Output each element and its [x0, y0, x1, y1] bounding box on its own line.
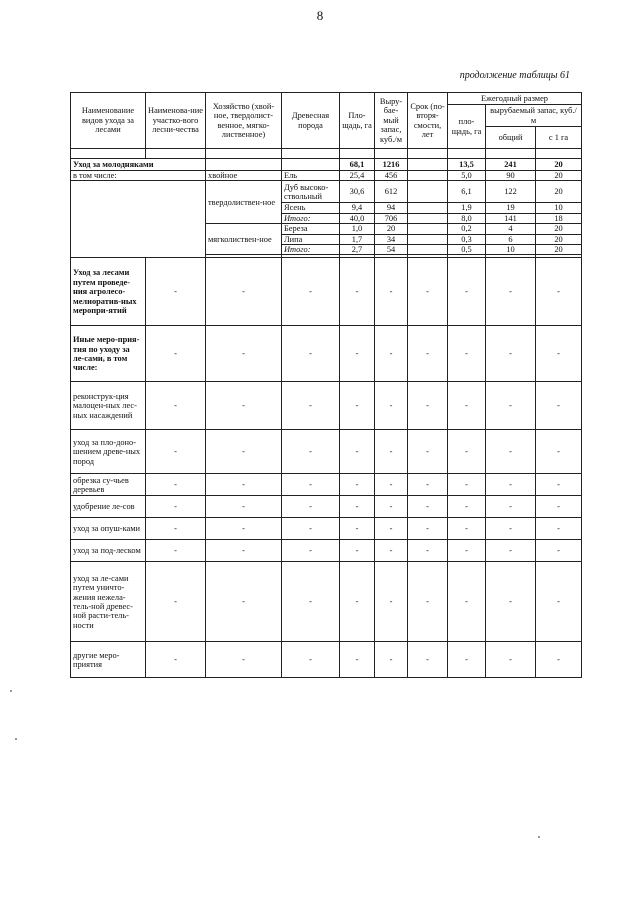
scan-speck [10, 690, 12, 692]
dash-cell: - [486, 382, 536, 430]
care-type-label: уход за пло-доно-шением древе-ных пород [71, 430, 146, 474]
cell-annual-per-ha: 20 [536, 245, 582, 255]
dash-cell: - [340, 518, 375, 540]
cell-species: Итого: [282, 213, 340, 223]
cell-annual-total: 122 [486, 181, 536, 203]
dash-cell: - [536, 474, 582, 496]
cell-area: 68,1 [340, 159, 375, 171]
dash-cell: - [146, 496, 206, 518]
dash-cell: - [408, 258, 448, 326]
care-type-label: Иные меро-прия-тия по уходу за ле-сами, в том числе: [71, 326, 146, 382]
forest-care-table [70, 92, 582, 678]
cell-annual-area: 1,9 [448, 203, 486, 213]
scan-speck [538, 836, 540, 838]
dash-cell: - [206, 518, 282, 540]
cell-area: 30,6 [340, 181, 375, 203]
dash-cell: - [486, 430, 536, 474]
care-type-row [71, 496, 582, 518]
dash-cell: - [486, 258, 536, 326]
dash-cell: - [408, 496, 448, 518]
dash-cell: - [146, 382, 206, 430]
cell-species: Ель [282, 171, 340, 181]
care-type-row [71, 430, 582, 474]
cell-species: Береза [282, 224, 340, 234]
dash-cell: - [206, 258, 282, 326]
care-type-row [71, 518, 582, 540]
dash-cell: - [282, 326, 340, 382]
care-type-row [71, 474, 582, 496]
dash-cell: - [448, 562, 486, 642]
cell-annual-per-ha: 20 [536, 181, 582, 203]
dash-cell: - [536, 496, 582, 518]
cell-annual-total: 10 [486, 245, 536, 255]
dash-cell: - [375, 430, 408, 474]
care-type-label: уход за опуш-ками [71, 518, 146, 540]
dash-cell: - [486, 474, 536, 496]
dash-cell: - [282, 642, 340, 678]
dash-cell: - [375, 382, 408, 430]
cell-annual-per-ha: 20 [536, 159, 582, 171]
dash-cell: - [536, 258, 582, 326]
cell-annual-total: 6 [486, 234, 536, 244]
cell-annual-total: 4 [486, 224, 536, 234]
young-label: Уход за молодняками [71, 159, 206, 171]
cell-volume: 34 [375, 234, 408, 244]
header-annual: Ежегодный размер [448, 93, 582, 105]
dash-cell: - [408, 540, 448, 562]
dash-cell: - [486, 642, 536, 678]
dash-cell: - [340, 430, 375, 474]
dash-cell: - [340, 382, 375, 430]
dash-cell: - [408, 326, 448, 382]
cell-annual-per-ha: 10 [536, 203, 582, 213]
dash-cell: - [146, 326, 206, 382]
dash-cell: - [340, 496, 375, 518]
dash-cell: - [375, 642, 408, 678]
cell-annual-per-ha: 20 [536, 234, 582, 244]
dash-cell: - [282, 382, 340, 430]
dash-cell: - [375, 518, 408, 540]
dash-cell: - [486, 540, 536, 562]
cell-area: 2,7 [340, 245, 375, 255]
dash-cell: - [486, 518, 536, 540]
cell-annual-area: 0,3 [448, 234, 486, 244]
dash-cell: - [448, 326, 486, 382]
dash-cell: - [408, 562, 448, 642]
cell-annual-per-ha: 20 [536, 171, 582, 181]
cell-volume: 706 [375, 213, 408, 223]
header-per-ha: с 1 га [536, 127, 582, 149]
care-type-label: реконструк-ция малоцен-ных лес-ных насаждений [71, 382, 146, 430]
dash-cell: - [282, 518, 340, 540]
dash-cell: - [146, 562, 206, 642]
care-type-row [71, 258, 582, 326]
cell-annual-area: 8,0 [448, 213, 486, 223]
dash-cell: - [536, 562, 582, 642]
cell-annual-area: 0,5 [448, 245, 486, 255]
dash-cell: - [486, 326, 536, 382]
care-type-label: Уход за лесами путем проведе-ния агролесо-мелиоратив-ных меропри-ятий [71, 258, 146, 326]
cell-annual-total: 241 [486, 159, 536, 171]
economy-conifer: хвойное [206, 171, 282, 181]
dash-cell: - [536, 642, 582, 678]
table-row [71, 181, 582, 203]
dash-cell: - [206, 562, 282, 642]
dash-cell: - [146, 642, 206, 678]
dash-cell: - [375, 258, 408, 326]
dash-cell: - [206, 474, 282, 496]
dash-cell: - [448, 496, 486, 518]
dash-cell: - [375, 326, 408, 382]
dash-cell: - [448, 474, 486, 496]
dash-cell: - [408, 518, 448, 540]
cell-annual-total: 90 [486, 171, 536, 181]
dash-cell: - [206, 430, 282, 474]
table-caption: продолжение таблицы 61 [459, 70, 570, 81]
cell-volume: 20 [375, 224, 408, 234]
dash-cell: - [206, 496, 282, 518]
dash-cell: - [486, 496, 536, 518]
header-annual-area: пло-щадь, га [448, 105, 486, 149]
dash-cell: - [146, 518, 206, 540]
dash-cell: - [448, 430, 486, 474]
dash-cell: - [536, 326, 582, 382]
header-total: общий [486, 127, 536, 149]
dash-cell: - [206, 540, 282, 562]
cell-volume: 94 [375, 203, 408, 213]
economy-softwood: мягколиствен-ное [206, 224, 282, 255]
dash-cell: - [448, 382, 486, 430]
cell-species: Ясень [282, 203, 340, 213]
dash-cell: - [486, 562, 536, 642]
dash-cell: - [206, 382, 282, 430]
cell-annual-area: 5,0 [448, 171, 486, 181]
cell-species: Липа [282, 234, 340, 244]
cell-annual-per-ha: 18 [536, 213, 582, 223]
header-annual-volume: вырубаемый запас, куб./м [486, 105, 582, 127]
dash-cell: - [282, 562, 340, 642]
cell-annual-per-ha: 20 [536, 224, 582, 234]
cell-volume: 612 [375, 181, 408, 203]
dash-cell: - [536, 540, 582, 562]
dash-cell: - [448, 540, 486, 562]
cell-volume: 456 [375, 171, 408, 181]
care-type-label: уход за ле-сами путем уничто-жения нежела-тель-ной древес-ной расти-тель-ности [71, 562, 146, 642]
cell-volume: 54 [375, 245, 408, 255]
dash-cell: - [146, 540, 206, 562]
dash-cell: - [282, 258, 340, 326]
economy-hardwood: твердолиствен-ное [206, 181, 282, 224]
spacer-row [71, 149, 582, 159]
cell-area: 25,4 [340, 171, 375, 181]
dash-cell: - [536, 382, 582, 430]
dash-cell: - [282, 496, 340, 518]
dash-cell: - [340, 642, 375, 678]
dash-cell: - [340, 540, 375, 562]
dash-cell: - [536, 430, 582, 474]
care-type-label: другие меро-приятия [71, 642, 146, 678]
page-number: 8 [316, 8, 324, 23]
cell-annual-area: 6,1 [448, 181, 486, 203]
care-type-label: уход за под-леском [71, 540, 146, 562]
dash-cell: - [340, 258, 375, 326]
cell-area: 1,0 [340, 224, 375, 234]
care-type-row [71, 642, 582, 678]
care-type-row [71, 382, 582, 430]
dash-cell: - [146, 430, 206, 474]
header-care-type: Наименование видов ухода за лесами [71, 93, 146, 149]
table-row [71, 171, 582, 181]
cell-annual-area: 13,5 [448, 159, 486, 171]
dash-cell: - [146, 258, 206, 326]
care-type-label: удобрение ле-сов [71, 496, 146, 518]
cell-area: 1,7 [340, 234, 375, 244]
dash-cell: - [375, 540, 408, 562]
header-period: Срок (по-вторя-смости, лет [408, 93, 448, 149]
dash-cell: - [408, 382, 448, 430]
dash-cell: - [448, 258, 486, 326]
dash-cell: - [408, 474, 448, 496]
young-summary-row [71, 159, 582, 171]
care-type-row [71, 562, 582, 642]
dash-cell: - [206, 326, 282, 382]
header-area: Пло-щадь, га [340, 93, 375, 149]
dash-cell: - [448, 642, 486, 678]
cell-area: 9,4 [340, 203, 375, 213]
care-type-label: обрезка су-чьев деревьев [71, 474, 146, 496]
dash-cell: - [340, 474, 375, 496]
dash-cell: - [206, 642, 282, 678]
dash-cell: - [536, 518, 582, 540]
care-type-row [71, 326, 582, 382]
cell-species: Дуб высоко-ствольный [282, 181, 340, 203]
dash-cell: - [146, 474, 206, 496]
dash-cell: - [282, 474, 340, 496]
cell-volume: 1216 [375, 159, 408, 171]
dash-cell: - [340, 326, 375, 382]
dash-cell: - [375, 562, 408, 642]
dash-cell: - [408, 430, 448, 474]
cell-area: 40,0 [340, 213, 375, 223]
cell-species: Итого: [282, 245, 340, 255]
dash-cell: - [375, 496, 408, 518]
dash-cell: - [408, 642, 448, 678]
scan-speck [15, 738, 17, 740]
including-label: в том числе: [71, 171, 206, 181]
header-species: Древесная порода [282, 93, 340, 149]
dash-cell: - [282, 430, 340, 474]
header-district: Наименова-ние участко-вого лесни-чества [146, 93, 206, 149]
header-economy: Хозяйство (хвой-ное, твердолист-венное, мягко-лиственное) [206, 93, 282, 149]
dash-cell: - [340, 562, 375, 642]
dash-cell: - [375, 474, 408, 496]
header-volume: Выру-бае-мый запас, куб./м [375, 93, 408, 149]
dash-cell: - [448, 518, 486, 540]
dash-cell: - [282, 540, 340, 562]
cell-annual-area: 0,2 [448, 224, 486, 234]
cell-annual-total: 19 [486, 203, 536, 213]
cell-annual-total: 141 [486, 213, 536, 223]
care-type-row [71, 540, 582, 562]
